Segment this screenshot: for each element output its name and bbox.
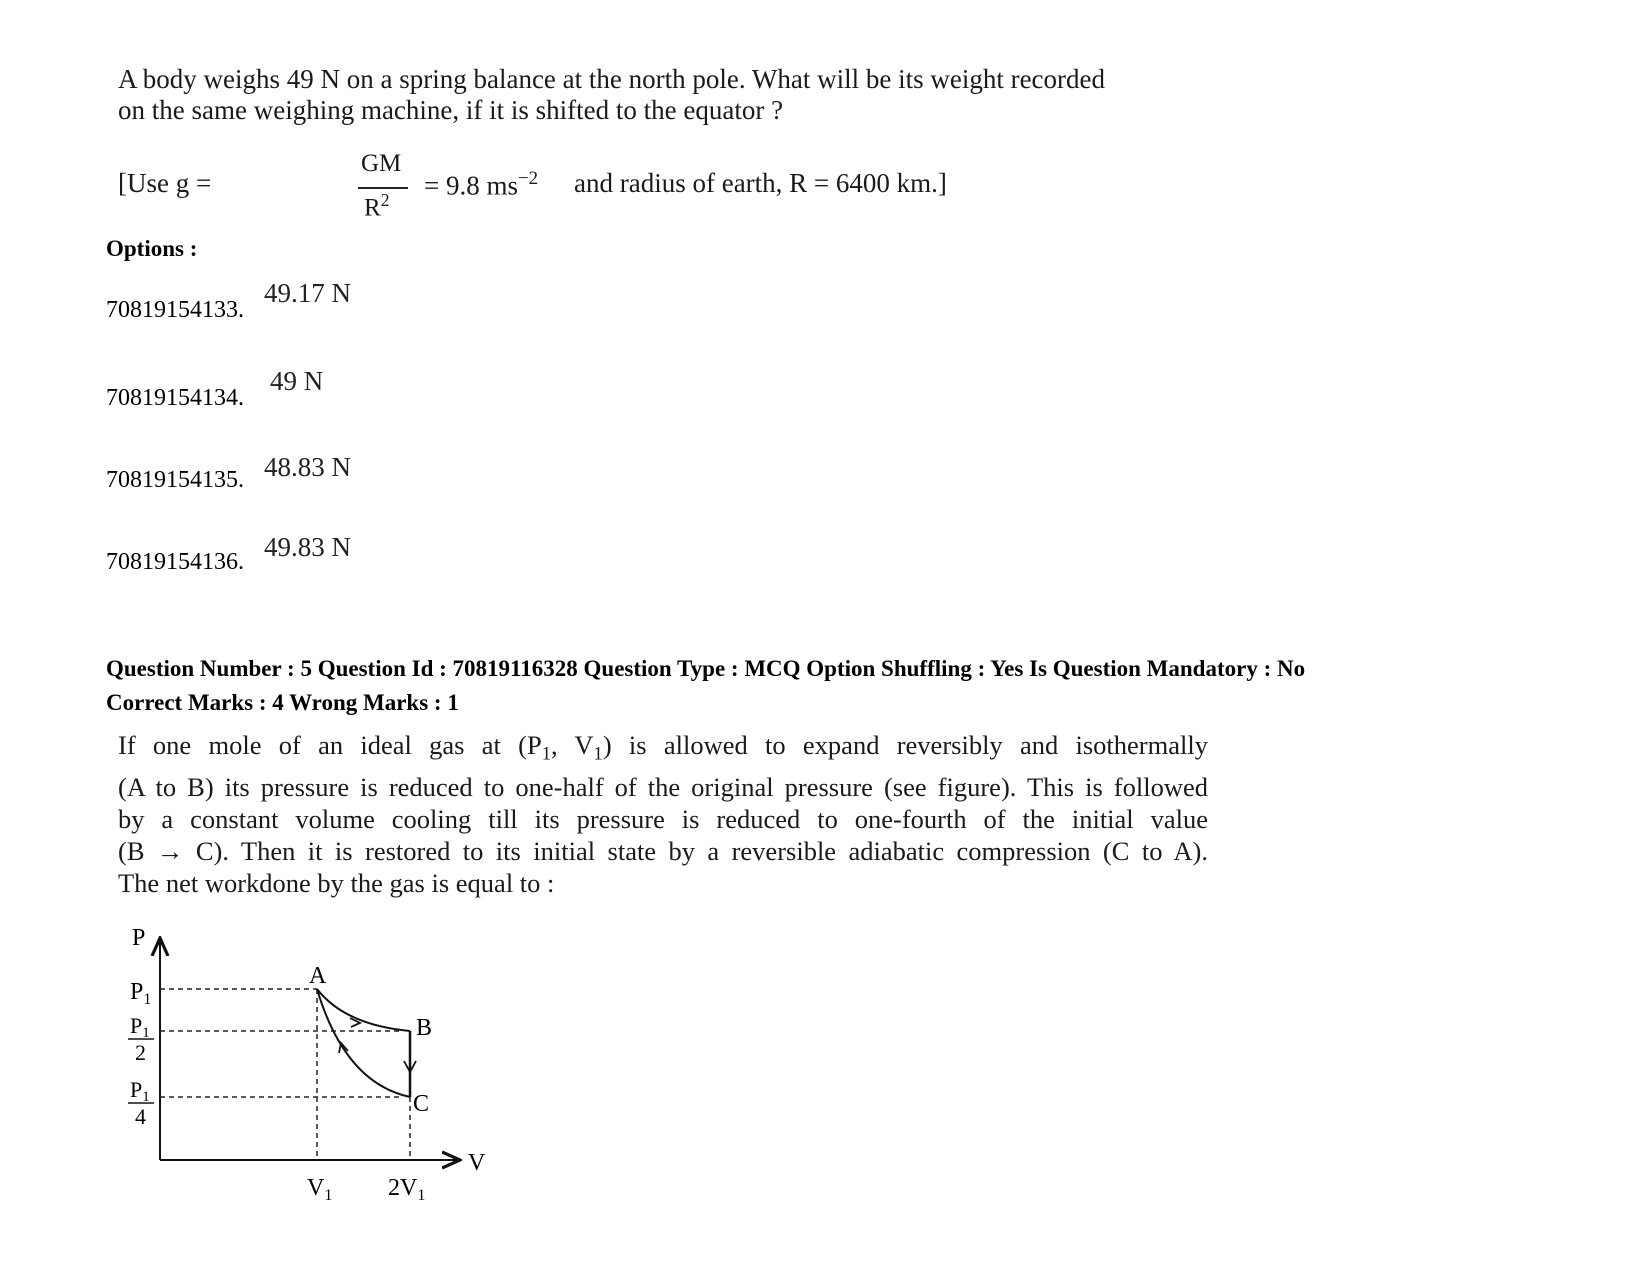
v-axis-label: V xyxy=(468,1150,486,1176)
half-p1-tick-numerator: P1 xyxy=(130,1013,150,1041)
para-line-4: (B → C). Then it is restored to its initial state by a reversible adiabatic compression (C to A). xyxy=(118,835,1208,866)
fraction-bar xyxy=(358,187,408,189)
half-p1-tick-denominator: 2 xyxy=(135,1040,146,1065)
option-id-3: 70819154135. xyxy=(106,467,244,493)
question-text-line-1: A body weighs 49 N on a spring balance at the north pole. What will be its weight recorded xyxy=(118,64,1106,94)
v1-tick-label: $V_1$ xyxy=(307,1175,333,1200)
option-id-2: 70819154134. xyxy=(106,385,244,411)
point-a-label: A xyxy=(309,963,327,989)
options-label: Options : xyxy=(106,236,198,261)
given-value: = 9.8 $ms^{-2}$ xyxy=(424,168,539,201)
para-line-2: (A to B) its pressure is reduced to one-half of the original pressure (see figure). This is followed xyxy=(118,771,1208,802)
fraction-numerator: GM xyxy=(361,150,402,177)
pv-diagram xyxy=(110,925,500,1200)
given-prefix: [Use g = xyxy=(118,168,212,198)
quarter-p1-tick-denominator: 4 xyxy=(135,1104,146,1129)
fraction-denominator: $R^2$ xyxy=(364,190,390,222)
point-c-label: C xyxy=(413,1091,430,1117)
2v1-tick-label: $2V_1$ xyxy=(388,1175,426,1200)
point-b-label: B xyxy=(416,1015,433,1041)
question-meta-line-2: Correct Marks : 4 Wrong Marks : 1 xyxy=(106,690,459,715)
p-axis-label: P xyxy=(132,925,146,951)
option-id-1: 70819154133. xyxy=(106,297,244,323)
question-5-text xyxy=(118,729,1208,899)
given-suffix: and radius of earth, R = 6400 km.] xyxy=(574,168,947,198)
option-value-1: 49.17 N xyxy=(264,278,351,308)
option-value-2: 49 N xyxy=(270,366,324,396)
option-value-3: 48.83 N xyxy=(264,452,351,482)
para-line-3: by a constant volume cooling till its pressure is reduced to one-fourth of the initial value xyxy=(118,803,1208,834)
adiabatic-curve xyxy=(317,989,410,1097)
question-meta-line-1: Question Number : 5 Question Id : 70819116328 Question Type : MCQ Option Shuffling : Yes Is Question Mandatory : No xyxy=(106,656,1306,681)
option-value-4: 49.83 N xyxy=(264,532,351,562)
para-line-5: The net workdone by the gas is equal to : xyxy=(118,867,555,898)
question-text-line-2: on the same weighing machine, if it is shifted to the equator ? xyxy=(118,95,784,125)
option-id-4: 70819154136. xyxy=(106,549,244,575)
para-line-1: If one mole of an ideal gas at ($P_1$, $V_1$) is allowed to expand reversibly and isothermally xyxy=(118,730,1208,765)
p1-tick-label: $P_1$ xyxy=(130,979,152,1008)
quarter-p1-tick-numerator: P1 xyxy=(130,1077,150,1105)
